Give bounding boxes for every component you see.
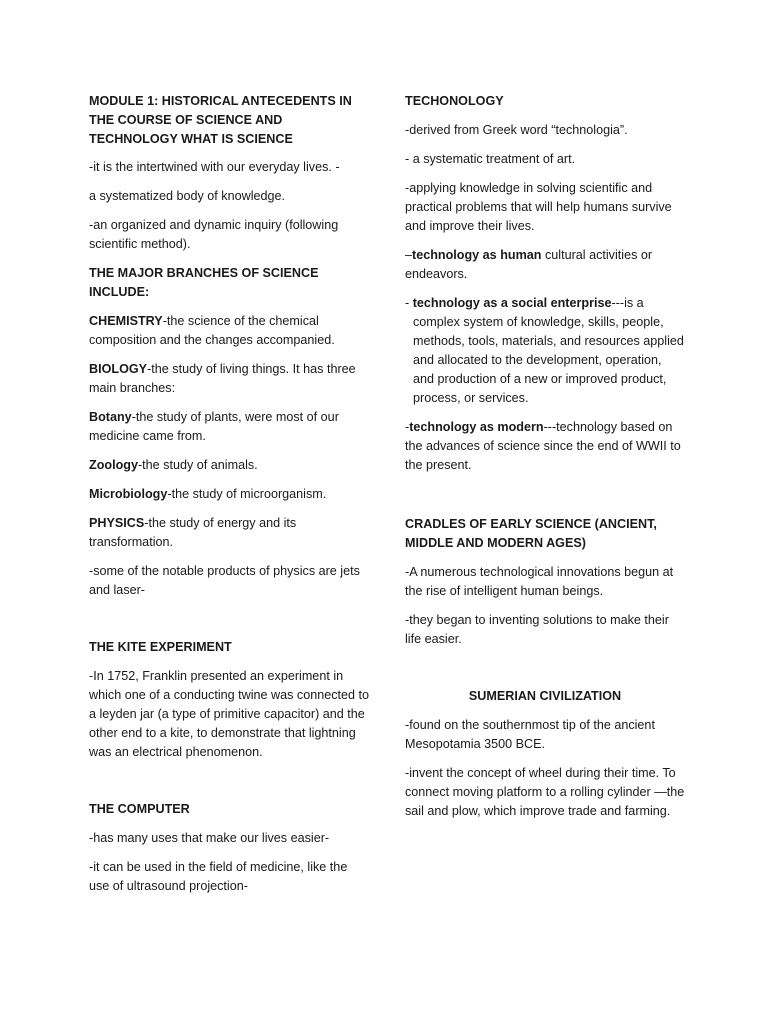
microbiology-definition: -the study of microorganism. — [167, 487, 327, 501]
left-column — [89, 92, 371, 896]
kite-text: -In 1752, Franklin presented an experiment in which one of a conducting twine was connected to a leyden jar (a type of primitive capacitor) and the other end to a kite, to demonstrate that lightning was an electrical phenomenon. — [89, 669, 370, 759]
zoology-term: Zoology — [89, 458, 138, 472]
microbiology-entry — [89, 485, 371, 504]
biology-definition: -the study of living things. It has three main branches: — [89, 362, 356, 395]
botany-term: Botany — [89, 410, 132, 424]
botany-definition: -the study of plants, were most of our medicine came from. — [89, 410, 339, 443]
technology-modern-definition: ---technology based on the advances of science since the end of WWII to the present. — [405, 420, 681, 472]
technology-modern-entry — [405, 418, 685, 475]
technology-application: -applying knowledge in solving scientific and practical problems that will help humans survive and improve their lives. — [405, 181, 672, 233]
computer-text-1: -has many uses that make our lives easier- — [89, 831, 330, 845]
sumerian-text-2: -invent the concept of wheel during their time. To connect moving platform to a rolling cylinder —the sail and plow, which improve trade and farming. — [405, 766, 685, 818]
biology-entry — [89, 360, 371, 398]
computer-heading: THE COMPUTER — [89, 802, 190, 816]
physics-definition: -the study of energy and its transformation. — [89, 516, 297, 549]
technology-modern-term: technology as modern — [409, 420, 544, 434]
technology-social-definition: ---is a complex system of knowledge, skills, people, methods, tools, materials, and resources applied and allocated to the development, operation, and production of a new or improved product, process, or services. — [413, 296, 684, 405]
physics-term: PHYSICS — [89, 516, 145, 530]
sumerian-text-1: -found on the southernmost tip of the ancient Mesopotamia 3500 BCE. — [405, 718, 655, 751]
technology-social-term: technology as a social enterprise — [412, 296, 612, 310]
technology-art: - a systematic treatment of art. — [405, 152, 576, 166]
branches-heading: THE MAJOR BRANCHES OF SCIENCE INCLUDE: — [89, 266, 319, 299]
microbiology-term: Microbiology — [89, 487, 168, 501]
technology-social-prefix: - — [405, 296, 413, 310]
technology-modern-prefix: - — [405, 420, 410, 434]
chemistry-term: CHEMISTRY — [89, 314, 163, 328]
module-title: MODULE 1: HISTORICAL ANTECEDENTS IN THE COURSE OF SCIENCE AND TECHNOLOGY WHAT IS SCIENCE — [89, 94, 352, 146]
intro-line-1: -it is the intertwined with our everyday lives. - — [89, 160, 340, 174]
technology-social-entry — [405, 294, 685, 408]
physics-entry — [89, 514, 371, 552]
cradles-text-2: -they began to inventing solutions to make their life easier. — [405, 613, 669, 646]
chemistry-definition: -the science of the chemical composition and the changes accompanied. — [89, 314, 335, 347]
computer-text-2: -it can be used in the field of medicine, like the use of ultrasound projection- — [89, 860, 348, 893]
right-column — [405, 92, 685, 821]
cradles-text-1: -A numerous technological innovations begun at the rise of intelligent human beings. — [405, 565, 674, 598]
technology-human-entry — [405, 246, 685, 284]
technology-origin: -derived from Greek word “technologia”. — [405, 123, 628, 137]
kite-heading: THE KITE EXPERIMENT — [89, 640, 232, 654]
sumerian-heading: SUMERIAN CIVILIZATION — [468, 689, 622, 703]
intro-line-2: a systematized body of knowledge. — [89, 189, 286, 203]
physics-note: -some of the notable products of physics are jets and laser- — [89, 564, 360, 597]
cradles-heading: CRADLES OF EARLY SCIENCE (ANCIENT, MIDDLE AND MODERN AGES) — [405, 517, 657, 550]
technology-human-definition: cultural activities or endeavors. — [405, 248, 653, 281]
technology-heading: TECHONOLOGY — [405, 94, 504, 108]
intro-line-3: -an organized and dynamic inquiry (following scientific method). — [89, 218, 339, 251]
botany-entry — [89, 408, 371, 446]
biology-term: BIOLOGY — [89, 362, 148, 376]
technology-human-prefix: – — [405, 248, 413, 262]
zoology-definition: -the study of animals. — [137, 458, 258, 472]
chemistry-entry — [89, 312, 371, 350]
technology-human-term: technology as human — [412, 248, 542, 262]
zoology-entry — [89, 456, 371, 475]
